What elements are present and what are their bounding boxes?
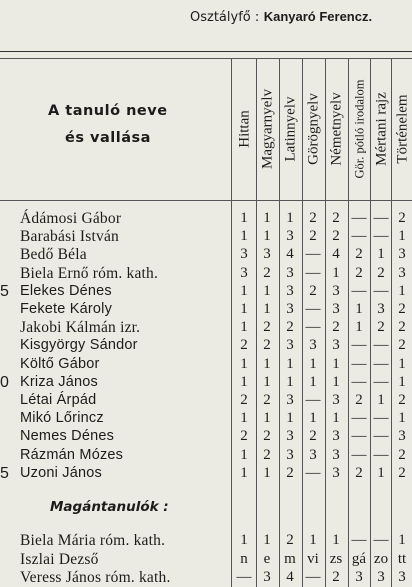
subject-label: Gör. pótló irodalom [352,79,366,179]
grade-cell: 1 [377,392,385,408]
grade-cell: 2 [240,392,248,408]
grade-cell: 1 [309,532,317,548]
grade-cell: 1 [332,410,340,427]
grade-cell: — [373,428,389,445]
subject-label: Görögnyelv [305,93,321,165]
grade-cell: — [305,319,321,336]
grade-cell: 3 [398,428,406,445]
student-name: Iszlai Dezső [20,550,99,568]
subject-label: Németnyelv [328,92,344,166]
grade-cell: 2 [309,428,317,445]
student-name: Veress János róm. kath. [20,569,171,586]
student-name: Mikó Lőrincz [20,410,104,427]
class-teacher-name: Kanyaró Ferencz. [263,9,373,24]
grade-cell: 3 [286,264,294,281]
grade-cell: 1 [240,464,248,481]
table-row [0,337,412,355]
grade-cell: — [351,210,367,226]
grade-cell: 2 [263,319,271,336]
grade-cell: 1 [263,282,271,299]
grade-cell: 1 [286,355,294,372]
grade-cell: 3 [286,337,294,354]
grade-cell: 1 [263,464,271,481]
grade-cell: gá [351,550,367,567]
grade-cell: — [351,446,367,463]
subject-label: Mértani rajz [373,92,389,166]
student-name: Ádámosi Gábor [20,210,122,227]
grade-cell: 1 [240,319,248,336]
table-row [0,532,412,550]
grade-cell: 2 [309,228,317,245]
grade-cell: 1 [240,410,248,427]
student-name: Barabási István [20,228,119,246]
grade-cell: 3 [332,392,340,408]
student-name: Fekete Károly [20,301,113,317]
grade-cell: 3 [377,301,385,317]
table-row [0,465,412,483]
table-row [0,319,412,337]
grade-cell: 1 [309,373,317,390]
grade-cell: 1 [398,355,406,372]
table-row [0,569,412,587]
grade-cell: 2 [355,392,363,408]
grade-cell: 3 [263,569,271,585]
grade-cell: 3 [398,264,406,281]
class-teacher [190,9,372,25]
grade-cell: 1 [240,532,248,548]
grade-cell: 3 [332,282,340,299]
grade-cell: 2 [286,532,294,548]
subject-label: Hittan [236,110,252,148]
grade-cell: 1 [286,410,294,427]
table-title-line1: A tanuló neve [48,103,168,119]
grade-cell: 1 [240,282,248,299]
grade-cell: — [305,301,321,317]
grade-cell: 3 [332,337,340,354]
grade-cell: 1 [332,355,340,372]
grade-cell: — [373,228,389,245]
private-students-heading: Magántanulók : [50,499,169,515]
grade-cell: 2 [398,319,406,336]
grade-cell: 1 [286,210,294,226]
grade-cell: — [373,282,389,299]
grade-cell: 2 [398,446,406,463]
grade-cell: — [351,373,367,390]
top-rule [0,51,412,52]
grade-cell: 3 [332,301,340,317]
student-name: Elekes Dénes [20,282,112,299]
grade-cell: 1 [240,210,248,226]
grade-cell: 1 [263,532,271,548]
grade-cell: 1 [263,355,271,372]
grade-cell: 3 [355,569,363,585]
grade-cell: 3 [309,446,317,463]
grade-cell: 2 [263,392,271,408]
grade-cell: 2 [398,392,406,408]
grade-cell: — [373,373,389,390]
grade-cell: — [373,446,389,463]
grade-cell: 3 [240,264,248,281]
table-row [0,356,412,374]
grade-cell: — [305,392,321,408]
grade-cell: 1 [240,301,248,317]
grade-cell: zo [373,550,389,567]
grade-cell: 1 [332,373,340,390]
grade-cell: 2 [286,319,294,336]
student-name: Rázmán Mózes [20,446,124,463]
grade-cell: — [351,355,367,372]
table-row [0,374,412,392]
grade-cell: 1 [286,373,294,390]
grade-cell: 1 [263,210,271,226]
table-row [0,283,412,301]
subject-header-5 [348,59,371,199]
subject-header-0 [233,59,256,199]
table-row [0,210,412,228]
grade-cell: 2 [398,210,406,226]
grade-cell: 3 [286,228,294,245]
grade-cell: 2 [332,228,340,245]
table-row [0,301,412,319]
grade-cell: — [373,337,389,354]
grade-cell: — [351,428,367,445]
grade-cell: 2 [332,569,340,585]
table-row [0,410,412,428]
grade-cell: 2 [240,428,248,445]
grade-cell: — [305,246,321,263]
grade-cell: 2 [398,301,406,317]
grade-cell: 1 [309,410,317,427]
grade-cell: 2 [263,337,271,354]
table-title-line2: és vallása [65,130,151,146]
student-name: Nemes Dénes [20,428,115,445]
grade-cell: — [373,410,389,427]
grade-cell: 3 [286,446,294,463]
subject-label: Történelem [394,94,410,164]
grade-cell: 1 [240,355,248,372]
grade-cell: — [236,569,252,585]
subject-label: Latinnyelv [282,96,298,162]
subject-label: Magyarnyelv [259,89,275,169]
grade-cell: 1 [332,264,340,281]
grade-cell: 1 [377,464,385,481]
grade-cell: 1 [263,373,271,390]
class-teacher-label: Osztályfő : [190,10,260,25]
grade-cell: 1 [398,282,406,299]
table-row [0,392,412,410]
grade-cell: 3 [309,337,317,354]
grade-cell: e [263,550,271,567]
table-row [0,246,412,264]
grade-cell: — [351,410,367,427]
grade-cell: 1 [240,446,248,463]
grade-cell: — [373,532,389,548]
grade-cell: — [373,355,389,372]
grade-cell: 1 [309,355,317,372]
grade-cell: 2 [355,464,363,481]
grade-cell: 1 [263,301,271,317]
subject-header-6 [370,59,393,199]
grade-cell: 2 [263,428,271,445]
grade-cell: m [284,550,296,567]
subject-header-4 [325,59,348,199]
student-name: Jakobi Kálmán izr. [20,319,141,337]
grade-cell: 2 [377,264,385,281]
grade-cell: 2 [355,246,363,263]
row-number: 5 [0,464,9,482]
grade-cell: — [305,464,321,481]
grade-cell: — [373,210,389,226]
student-name: Kisgyörgy Sándor [20,337,138,354]
grade-cell: 2 [398,464,406,481]
grade-cell: 1 [263,410,271,427]
grade-cell: 3 [286,282,294,299]
grade-cell: 3 [286,428,294,445]
table-row [0,228,412,246]
grade-cell: 3 [263,246,271,263]
student-name: Kriza János [20,373,98,390]
grade-cell: 3 [286,301,294,317]
subject-header-1 [256,59,279,199]
grade-cell: 1 [263,228,271,245]
grade-cell: 2 [355,264,363,281]
subject-header-7 [391,59,412,199]
grade-cell: 3 [286,392,294,408]
grade-cell: 4 [286,569,294,585]
grade-cell: 3 [398,569,406,585]
grade-cell: 3 [332,464,340,481]
grade-cell: vi [307,550,319,567]
grade-cell: 1 [240,373,248,390]
table-row [0,551,412,569]
grade-cell: — [351,228,367,245]
subject-header-3 [302,59,325,199]
grade-cell: 2 [332,319,340,336]
grade-cell: — [305,569,321,585]
grade-cell: 2 [398,337,406,354]
student-name: Biela Mária róm. kath. [20,532,166,549]
grade-cell: 3 [398,246,406,263]
grade-cell: 2 [240,337,248,354]
grade-cell: 1 [332,532,340,548]
grade-cell: — [351,337,367,354]
grade-cell: 2 [377,319,385,336]
grade-cell: n [240,550,248,567]
grade-cell: 1 [377,246,385,263]
grade-cell: tt [397,550,407,567]
grade-cell: — [351,532,367,548]
grade-cell: 2 [263,264,271,281]
grade-cell: 1 [355,301,363,317]
grade-cell: 4 [332,246,340,263]
grade-cell: — [305,264,321,281]
student-name: Költő Gábor [20,355,100,372]
grade-cell: 2 [332,210,340,226]
grade-cell: 1 [355,319,363,336]
student-name: Biela Ernő róm. kath. [20,264,159,282]
grade-cell: 3 [332,446,340,463]
grade-cell: — [351,282,367,299]
student-name: Létai Árpád [20,392,97,408]
row-number: 5 [0,282,9,300]
table-row [0,447,412,465]
header-bottom-rule [0,200,412,201]
grade-cell: 4 [286,246,294,263]
grade-cell: 1 [240,228,248,245]
student-name: Bedő Béla [20,246,87,264]
grade-cell: 3 [240,246,248,263]
grade-cell: 2 [309,210,317,226]
grade-cell: 1 [398,532,406,548]
grade-cell: 3 [377,569,385,585]
table-row [0,265,412,283]
grade-cell: 1 [398,228,406,245]
grade-cell: 2 [263,446,271,463]
grade-cell: zs [329,550,343,567]
table-row [0,428,412,446]
grade-cell: 3 [332,428,340,445]
grade-cell: 1 [398,410,406,427]
grade-cell: 2 [309,282,317,299]
grade-cell: 1 [398,373,406,390]
subject-header-2 [279,59,302,199]
grade-cell: 2 [286,464,294,481]
row-number: 0 [0,373,9,391]
student-name: Uzoni János [20,464,102,481]
